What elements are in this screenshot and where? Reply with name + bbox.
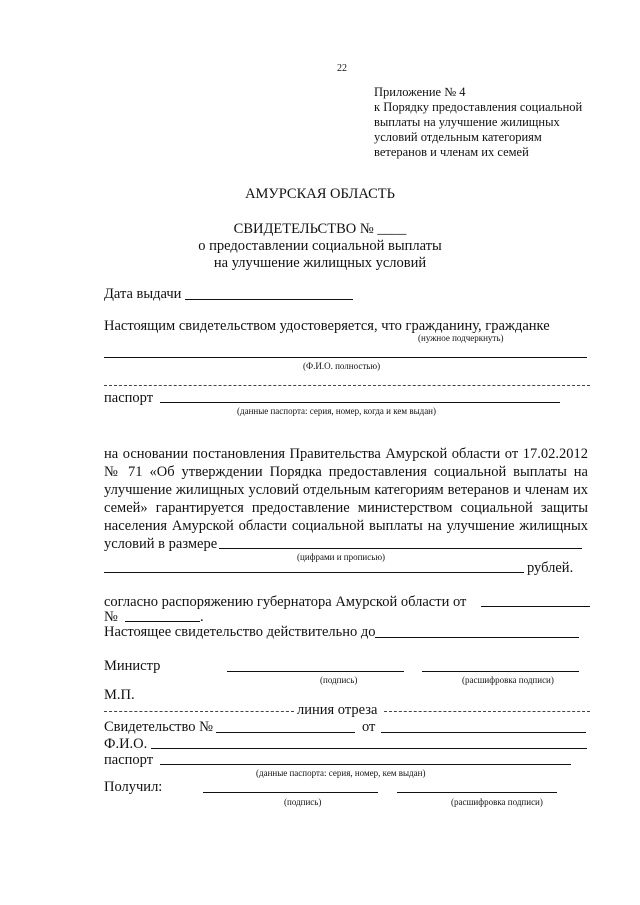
fio-note: (Ф.И.О. полностью) [303,361,381,371]
appendix-line-2: выплаты на улучшение жилищных [374,115,560,129]
minister-signature-note: (подпись) [320,675,358,685]
basis-line-2: № 71 «Об утверждении Порядка предоставления социальной выплаты на [104,464,588,480]
stub-signature-note: (подпись) [284,797,322,807]
basis-line-3: улучшение жилищных условий отдельным категориям ветеранов и членам их [104,482,588,498]
region-title: АМУРСКАЯ ОБЛАСТЬ [245,186,395,202]
issue-date-label: Дата выдачи [104,286,182,302]
valid-until-field[interactable] [375,637,579,638]
stub-date-field[interactable] [381,732,586,733]
passport-note: (данные паспорта: серия, номер, когда и кем выдан) [237,406,436,416]
rubles-label: рублей. [527,560,574,576]
certify-text: Настоящим свидетельством удостоверяется, что гражданину, гражданке [104,318,550,334]
minister-label: Министр [104,658,161,674]
stub-received-label: Получил: [104,779,163,795]
certificate-subtitle-2: на улучшение жилищных условий [213,255,427,271]
order-number-field[interactable] [125,621,200,622]
appendix-title: Приложение № 4 [374,85,466,99]
underline-note: (нужное подчеркнуть) [418,333,504,343]
cut-line-left [104,711,294,712]
fio-field[interactable] [104,357,587,358]
stub-passport-note: (данные паспорта: серия, номер, кем выдан) [256,768,426,778]
certificate-subtitle-1: о предоставлении социальной выплаты [198,238,442,254]
amount-note: (цифрами и прописью) [297,552,386,562]
amount-in-words-field[interactable] [104,572,524,573]
passport-field[interactable] [160,402,560,403]
certificate-title: СВИДЕТЕЛЬСТВО № ____ [233,221,407,237]
basis-line-4: семей» гарантируется предоставление министерством социальной защиты [104,500,588,516]
stub-signature-decode-field[interactable] [397,792,557,793]
minister-signature-field[interactable] [227,671,404,672]
basis-line-5: населения Амурской области социальной выплаты на улучшение жилищных [104,518,588,534]
stub-signature-decode-note: (расшифровка подписи) [451,797,543,807]
amount-field[interactable] [219,548,582,549]
valid-until-label: Настоящее свидетельство действительно до [104,624,376,640]
minister-signature-decode-note: (расшифровка подписи) [462,675,554,685]
passport-label: паспорт [104,390,154,406]
appendix-line-4: ветеранов и членам их семей [374,145,529,159]
cut-line-right [384,711,590,712]
stub-passport-label: паспорт [104,752,154,768]
stub-from-label: от [362,719,376,735]
amount-label: условий в размере [104,536,218,552]
order-number-sign: № [104,609,118,625]
order-text: согласно распоряжению губернатора Амурской области от [104,594,467,610]
cut-line-label: линия отреза [297,702,378,718]
order-date-field[interactable] [481,606,590,607]
stub-fio-field[interactable] [151,748,587,749]
issue-date-field[interactable] [185,299,353,300]
stamp-label: М.П. [104,687,135,703]
basis-line-1: на основании постановления Правительства Амурской области от 17.02.2012 [104,446,588,462]
stub-certificate-number-field[interactable] [216,732,355,733]
page-number: 22 [337,63,347,74]
stub-fio-label: Ф.И.О. [104,736,148,752]
stub-passport-field[interactable] [160,764,571,765]
appendix-line-1: к Порядку предоставления социальной [374,100,583,114]
appendix-line-3: условий отдельным категориям [374,130,542,144]
order-dot: . [200,609,204,625]
stub-certificate-label: Свидетельство № [104,719,213,735]
stub-signature-field[interactable] [203,792,378,793]
minister-signature-decode-field[interactable] [422,671,579,672]
fio-field-continued[interactable] [104,385,590,386]
